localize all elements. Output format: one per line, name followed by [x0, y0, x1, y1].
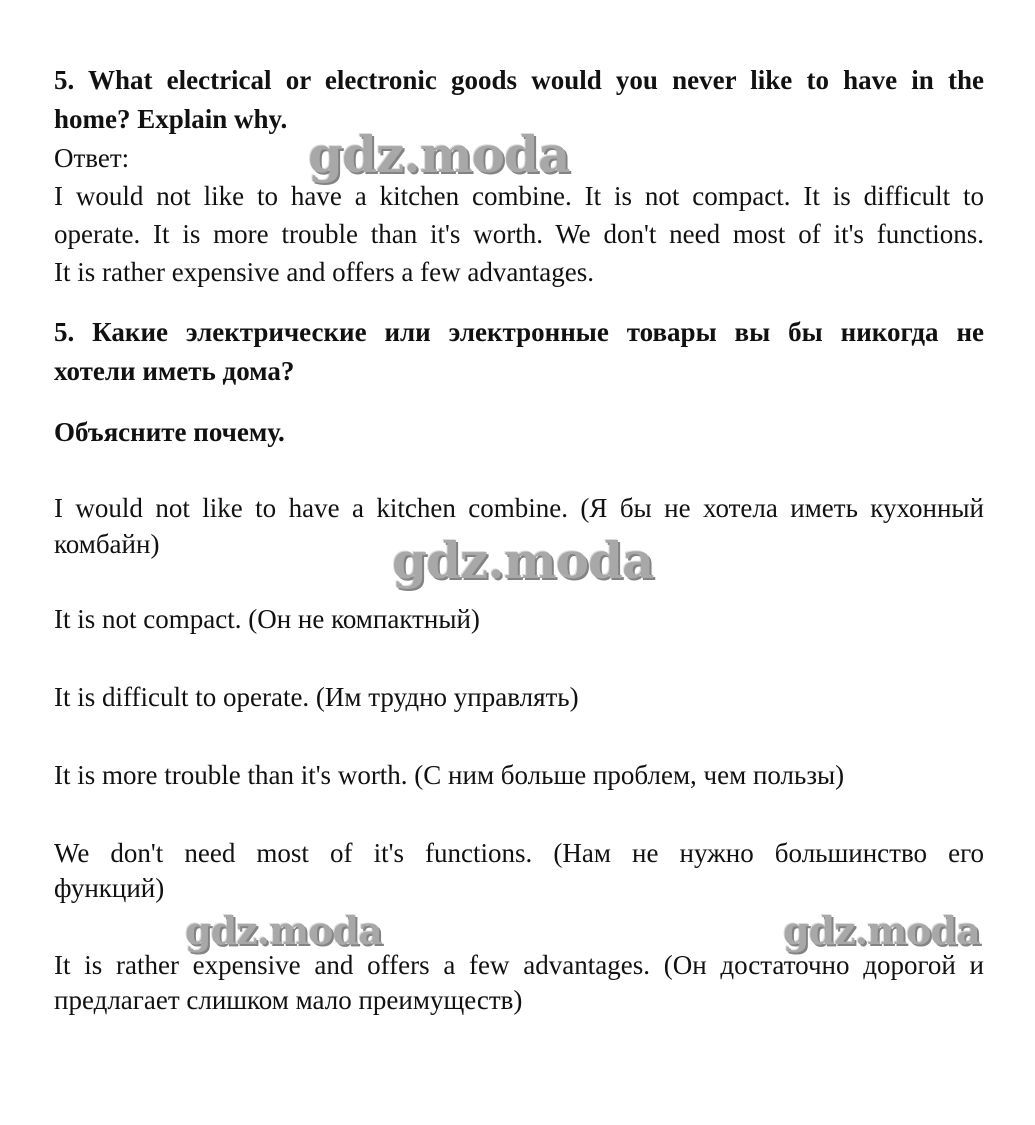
- question-en-line-1: 5. What electrical or electronic goods would you never like to have in the: [54, 65, 984, 95]
- question-ru-line-2: хотели иметь дома?: [54, 356, 295, 386]
- translation-1-line-1: I would not like to have a kitchen combine. (Я бы не хотела иметь кухонный: [54, 493, 984, 523]
- answer-en-line-1: I would not like to have a kitchen combine. It is not compact. It is difficult to: [54, 181, 984, 211]
- question-ru-line-3: Объясните почему.: [54, 417, 285, 447]
- translation-5-line-1: We don't need most of it's functions. (Нам не нужно большинство его: [54, 838, 984, 868]
- question-ru-line-1: 5. Какие электрические или электронные товары вы бы никогда не: [54, 317, 984, 347]
- translation-2-line-1: It is not compact. (Он не компактный): [54, 604, 480, 634]
- translation-1-line-2: комбайн): [54, 529, 160, 559]
- answer-label: Ответ:: [54, 143, 130, 173]
- watermark-4: gdz.moda: [783, 908, 980, 953]
- answer-en-line-2: operate. It is more trouble than it's worth. We don't need most of it's functions.: [54, 219, 984, 249]
- watermark-1: gdz.moda: [308, 125, 570, 184]
- answer-en-line-3: It is rather expensive and offers a few advantages.: [54, 257, 595, 287]
- translation-3-line-1: It is difficult to operate. (Им трудно управлять): [54, 682, 579, 712]
- question-en-line-2: home? Explain why.: [54, 104, 288, 134]
- watermark-3: gdz.moda: [185, 908, 382, 953]
- translation-6-line-2: предлагает слишком мало преимуществ): [54, 985, 523, 1015]
- watermark-2: gdz.moda: [392, 531, 654, 590]
- translation-6-line-1: It is rather expensive and offers a few advantages. (Он достаточно дорогой и: [54, 950, 984, 980]
- translation-4-line-1: It is more trouble than it's worth. (С ним больше проблем, чем пользы): [54, 760, 845, 790]
- translation-5-line-2: функций): [54, 873, 165, 903]
